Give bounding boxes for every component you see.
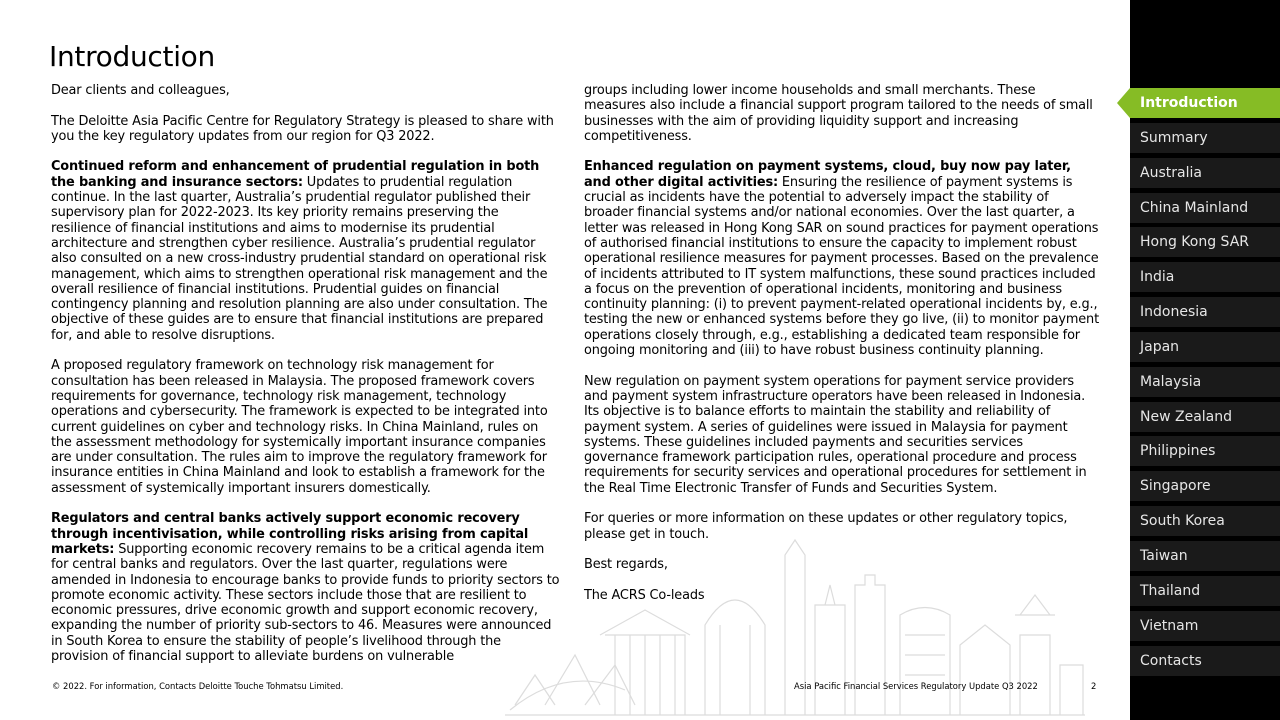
page-title: Introduction bbox=[49, 40, 215, 73]
nav-item-japan[interactable]: Japan bbox=[1130, 332, 1280, 362]
page-number: 2 bbox=[1091, 681, 1097, 691]
section-nav bbox=[1130, 88, 1280, 680]
footer-copyright: © 2022. For information, Contacts Deloitte Touche Tohmatsu Limited. bbox=[52, 681, 344, 691]
footer-doc-title: Asia Pacific Financial Services Regulatory Update Q3 2022 bbox=[794, 681, 1038, 691]
nav-item-china-mainland[interactable]: China Mainland bbox=[1130, 193, 1280, 223]
economic-recovery-continued: groups including lower income households and small merchants. These measures also include a financial support program tailored to the needs of small businesses with the aim of providing liquidity support and increasing competitiveness. bbox=[584, 83, 1093, 144]
technology-risk-paragraph: A proposed regulatory framework on technology risk management for consultation has been released in Malaysia. The proposed framework covers requirements for governance, technology risk management, technology operations and cybersecurity. The framework is expected to be integrated into current guidelines on cyber and technology risks. In China Mainland, rules on the assessment methodology for systemically important insurance companies are under consultation. The rules aim to improve the regulatory framework for insurance entities in China Mainland and look to establish a framework for the assessment of systemically important insurers domestically. bbox=[51, 358, 548, 496]
text-column-right bbox=[584, 83, 1099, 618]
nav-item-singapore[interactable]: Singapore bbox=[1130, 471, 1280, 501]
nav-item-south-korea[interactable]: South Korea bbox=[1130, 506, 1280, 536]
greeting: Dear clients and colleagues, bbox=[51, 83, 230, 98]
economic-recovery-paragraph: Regulators and central banks actively support economic recovery through incentivisation, while controlling risks arising from capital markets: Supporting economic recovery remains to be a critical agenda item for central banks and regulators. Over the last quarter, regulations were amended in Indonesia to encourage banks to provide funds to priority sectors to promote economic activity. These sectors include those that are resilient to economic pressures, drive economic growth and support economic recovery, expanding the number of priority sub-sectors to 46. Measures were announced in South Korea to ensure the stability of people’s livelihood through the provision of financial support to alleviate burdens on vulnerable bbox=[51, 511, 560, 664]
text-column-left bbox=[51, 83, 561, 680]
nav-item-new-zealand[interactable]: New Zealand bbox=[1130, 402, 1280, 432]
nav-item-vietnam[interactable]: Vietnam bbox=[1130, 611, 1280, 641]
nav-item-contacts[interactable]: Contacts bbox=[1130, 646, 1280, 676]
nav-item-thailand[interactable]: Thailand bbox=[1130, 576, 1280, 606]
nav-item-taiwan[interactable]: Taiwan bbox=[1130, 541, 1280, 571]
nav-item-malaysia[interactable]: Malaysia bbox=[1130, 367, 1280, 397]
nav-item-india[interactable]: India bbox=[1130, 262, 1280, 292]
nav-item-hong-kong-sar[interactable]: Hong Kong SAR bbox=[1130, 227, 1280, 257]
nav-item-indonesia[interactable]: Indonesia bbox=[1130, 297, 1280, 327]
signature: The ACRS Co-leads bbox=[584, 587, 705, 603]
nav-item-australia[interactable]: Australia bbox=[1130, 158, 1280, 188]
sign-off: Best regards, bbox=[584, 557, 668, 573]
nav-item-summary[interactable]: Summary bbox=[1130, 123, 1280, 153]
nav-item-philippines[interactable]: Philippines bbox=[1130, 436, 1280, 466]
intro-paragraph: The Deloitte Asia Pacific Centre for Regulatory Strategy is pleased to share with you the key regulatory updates from our region for Q3 2022. bbox=[51, 113, 554, 144]
nav-item-introduction[interactable]: Introduction bbox=[1130, 88, 1280, 118]
indonesia-malaysia-paragraph: New regulation on payment system operations for payment service providers and payment system infrastructure operators have been released in Indonesia. Its objective is to balance efforts to maintain the stability and reliability of payment system. A series of guidelines were issued in Malaysia for payment systems. These guidelines included payments and securities services governance framework participation rules, operational procedure and process requirements for security services and operational procedures for settlement in the Real Time Electronic Transfer of Funds and Securities System. bbox=[584, 373, 1087, 496]
payment-systems-paragraph: Enhanced regulation on payment systems, cloud, buy now pay later, and other digital activities: Ensuring the resilience of payment systems is crucial as incidents have the potential to adversely impact the stability of broader financial systems and/or national economies. Over the last quarter, a letter was released in Hong Kong SAR on sound practices for payment operations of authorised financial institutions to ensure the capacity to implement robust operational resilience measures for payment processes. Based on the prevalence of incidents attributed to IT system malfunctions, these sound practices included a focus on the prevention of operational incidents, monitoring and business continuity planning: (i) to prevent payment-related operational incidents by, e.g., testing the new or enhanced systems before they go live, (ii) to monitor payment operations closely through, e.g., establishing a dedicated team responsible for ongoing monitoring and (iii) to have robust business continuity planning. bbox=[584, 159, 1099, 359]
queries-paragraph: For queries or more information on these updates or other regulatory topics, please get in touch. bbox=[584, 511, 1068, 542]
prudential-regulation-paragraph: Continued reform and enhancement of prudential regulation in both the banking and insurance sectors: Updates to prudential regulation continue. In the last quarter, Australia’s prudential regulator published their supervisory plan for 2022-2023. Its key priority remains preserving the resilience of financial institutions and aims to modernise its prudential architecture and strengthen cyber resilience. Australia’s prudential regulator also consulted on a new cross-industry prudential standard on operational risk management, which aims to strengthen operational risk management and the overall resilience of financial institutions. Prudential guides on financial contingency planning and resolution planning are also under consultation. The objective of these guides are to ensure that financial institutions are prepared for, and able to resolve disruptions. bbox=[51, 159, 548, 343]
